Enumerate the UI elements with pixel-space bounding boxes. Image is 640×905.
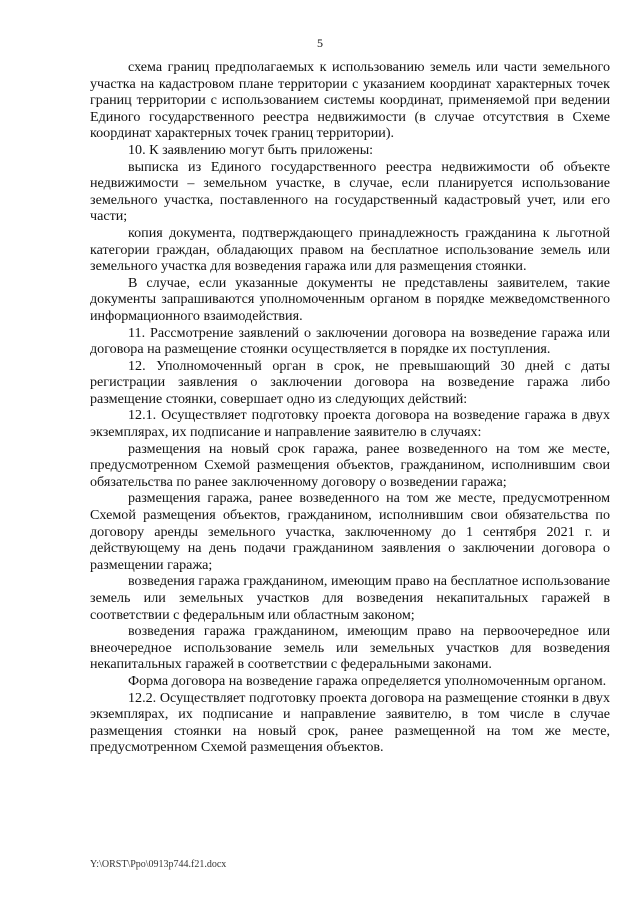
paragraph-scheme: схема границ предполагаемых к использованию земель или части земельного участка на кадастровом плане территории с указанием координат характерных точек границ территории с использованием системы координат, применяемой при ведении Единого государственного реестра недвижимости (в случае отсутствия в Схеме координат характерных точек границ территории). (90, 59, 610, 142)
paragraph-egrn-extract: выписка из Единого государственного реестра недвижимости об объекте недвижимости – земельном участке, в случае, если планируется использование земельного участка, поставленного на государственный кадастровый учет, или его части; (90, 158, 610, 225)
footer-file-path: Y:\ORST\Ppo\0913p744.f21.docx (90, 859, 227, 870)
paragraph-12-2: 12.2. Осуществляет подготовку проекта договора на размещение стоянки в двух экземплярах, их подписание и направление заявителю, в том числе в случае размещения стоянки на новый срок, ранее размещенной на том же месте, предусмотренном Схемой размещения объектов. (90, 689, 610, 756)
paragraph-contract-form: Форма договора на возведение гаража определяется уполномоченным органом. (128, 672, 607, 689)
paragraph-case-free-use: возведения гаража гражданином, имеющим право на бесплатное использование земель или земельных участков для возведения некапитальных гаражей в соответствии с федеральным или областным законом; (90, 573, 610, 623)
paragraph-12-1: 12.1. Осуществляет подготовку проекта договора на возведение гаража в двух экземплярах, их подписание и направление заявителю в случаях: (90, 407, 610, 441)
paragraph-privilege-document: копия документа, подтверждающего принадлежность гражданина к льготной категории граждан, обладающих правом на бесплатное использование земель или земельного участка для возведения гаража или для размещения стоянки. (90, 224, 610, 275)
paragraph-interagency-request: В случае, если указанные документы не представлены заявителем, такие документы запрашиваются уполномоченным органом в порядке межведомственного информационного взаимодействия. (90, 274, 610, 324)
paragraph-case-lease: размещения гаража, ранее возведенного на том же месте, предусмотренном Схемой размещения объектов, гражданином, исполнившим свои обязательства по договору аренды земельного участка, заключенному до 1 сентября 2021 г. и действующему на день подачи гражданином заявления о заключении договора о размещении гаража; (90, 490, 610, 573)
paragraph-case-new-term: размещения на новый срок гаража, ранее возведенного на том же месте, предусмотренном Схемой размещения объектов, гражданином, исполнившим свои обязательства по ранее заключенному договору о возведении гаража; (90, 440, 610, 490)
document-body (90, 59, 610, 756)
page-number: 5 (317, 36, 323, 50)
paragraph-10-heading: 10. К заявлению могут быть приложены: (128, 141, 374, 158)
paragraph-case-priority-use: возведения гаража гражданином, имеющим право на первоочередное или внеочередное использование земель или земельных участков для возведения некапитальных гаражей в соответствии с федеральными законами. (90, 623, 610, 673)
paragraph-12: 12. Уполномоченный орган в срок, не превышающий 30 дней с даты регистрации заявления о заключении договора на возведение гаража либо размещение стоянки, совершает одно из следующих действий: (90, 357, 610, 407)
paragraph-11: 11. Рассмотрение заявлений о заключении договора на возведение гаража или договора на размещение стоянки осуществляется в порядке их поступления. (90, 324, 610, 358)
